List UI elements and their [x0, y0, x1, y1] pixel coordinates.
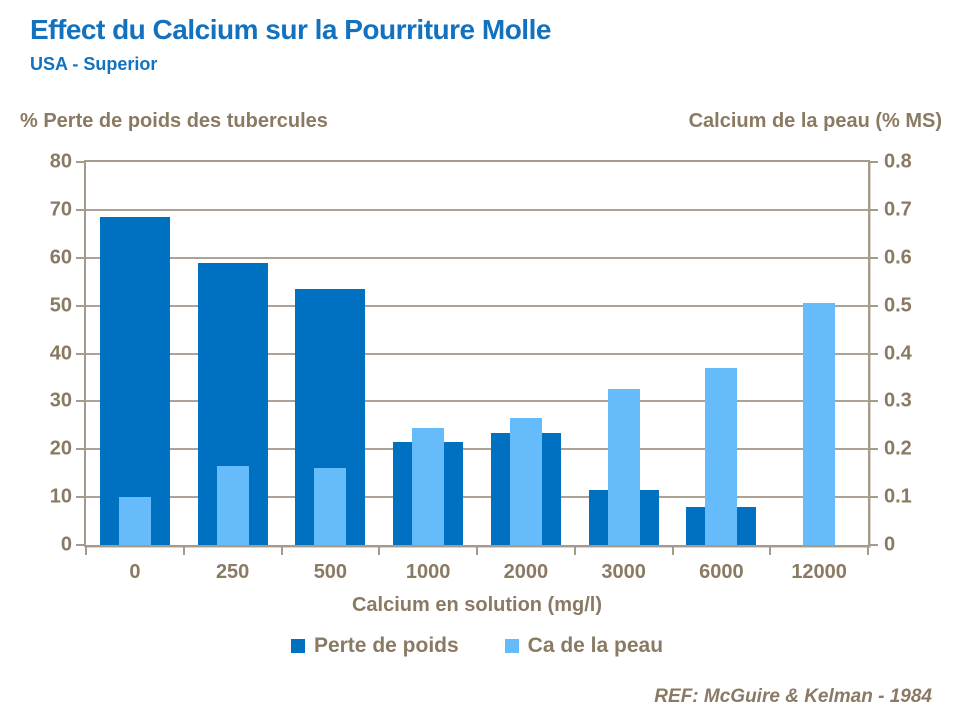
right-axis-tick-label: 0.3: [884, 389, 912, 412]
gridline: [86, 257, 868, 259]
right-axis-tick-label: 0.7: [884, 198, 912, 221]
bar-ca-de-la-peau-6000: [705, 368, 737, 545]
right-axis-tick-label: 0.2: [884, 437, 912, 460]
bar-ca-de-la-peau-2000: [510, 418, 542, 545]
bar-ca-de-la-peau-0: [119, 497, 151, 545]
x-axis-title: Calcium en solution (mg/l): [351, 594, 602, 616]
legend-swatch: [291, 639, 305, 653]
left-axis-title: % Perte de poids des tubercules: [20, 110, 328, 132]
right-axis-tick-label: 0.8: [884, 150, 912, 173]
x-axis-tick: [769, 547, 771, 555]
bar-ca-de-la-peau-12000: [803, 303, 835, 545]
right-axis-tick-label: 0.1: [884, 485, 912, 508]
x-axis-tick-label: 0: [129, 561, 141, 583]
left-axis-tick: [76, 161, 84, 163]
x-axis-tick: [281, 547, 283, 555]
left-axis-tick: [76, 257, 84, 259]
plot-area: [84, 160, 870, 547]
right-axis-tick: [870, 544, 878, 546]
right-axis-tick: [870, 448, 878, 450]
chart-title: Effect du Calcium sur la Pourriture Molle: [30, 14, 551, 45]
legend-swatch: [505, 639, 519, 653]
x-axis-tick-label: 12000: [791, 561, 847, 583]
x-axis-tick-label: 3000: [601, 561, 646, 583]
x-axis-tick: [574, 547, 576, 555]
right-axis-tick-label: 0.6: [884, 246, 912, 269]
left-axis-tick-label: 80: [49, 150, 72, 173]
legend-label: Perte de poids: [313, 634, 459, 657]
bar-ca-de-la-peau-250: [217, 466, 249, 545]
left-axis-tick: [76, 209, 84, 211]
left-axis-tick: [76, 448, 84, 450]
right-axis-tick-label: 0.5: [884, 294, 912, 317]
right-axis-tick: [870, 209, 878, 211]
left-axis-tick-label: 50: [49, 294, 72, 317]
left-axis-tick-label: 60: [49, 246, 72, 269]
x-axis-tick-label: 250: [215, 561, 250, 583]
left-axis-tick-label: 20: [49, 437, 72, 460]
right-axis-tick-label: 0.4: [884, 342, 912, 364]
right-axis-tick-label: 0: [884, 533, 896, 556]
bar-ca-de-la-peau-500: [314, 468, 346, 545]
x-axis-tick-label: 2000: [503, 561, 549, 583]
legend-item: [505, 634, 663, 658]
right-axis-tick: [870, 353, 878, 355]
x-axis-tick-label: 500: [313, 561, 348, 583]
reference-text: REF: McGuire & Kelman - 1984: [654, 686, 932, 707]
right-axis-tick: [870, 161, 878, 163]
bar-ca-de-la-peau-3000: [608, 389, 640, 545]
x-axis-tick: [378, 547, 380, 555]
x-axis-tick: [476, 547, 478, 555]
x-axis-tick: [85, 547, 87, 555]
bar-perte-de-poids-0: [100, 217, 170, 545]
left-axis-tick-label: 10: [49, 485, 72, 508]
gridline: [86, 209, 868, 211]
right-axis-tick: [870, 305, 878, 307]
right-axis-title: Calcium de la peau (% MS): [688, 110, 942, 132]
legend-item: [291, 634, 459, 658]
right-axis-tick: [870, 257, 878, 259]
left-axis-tick-label: 0: [60, 533, 72, 556]
x-axis-tick: [672, 547, 674, 555]
left-axis-tick: [76, 496, 84, 498]
left-axis-tick: [76, 353, 84, 355]
x-axis-tick-label: 1000: [405, 561, 451, 583]
x-axis-tick: [867, 547, 869, 555]
bar-ca-de-la-peau-1000: [412, 428, 444, 545]
left-axis-tick: [76, 305, 84, 307]
left-axis-tick-label: 70: [49, 198, 72, 221]
left-axis-tick: [76, 400, 84, 402]
right-axis-tick: [870, 496, 878, 498]
left-axis-tick-label: 40: [49, 342, 72, 364]
left-axis-tick-label: 30: [49, 389, 72, 412]
left-axis-tick: [76, 544, 84, 546]
chart-subtitle: USA - Superior: [30, 54, 158, 74]
x-axis-tick: [183, 547, 185, 555]
legend-label: Ca de la peau: [527, 634, 664, 657]
x-axis-tick-label: 6000: [699, 561, 744, 583]
right-axis-tick: [870, 400, 878, 402]
legend: [84, 634, 870, 658]
